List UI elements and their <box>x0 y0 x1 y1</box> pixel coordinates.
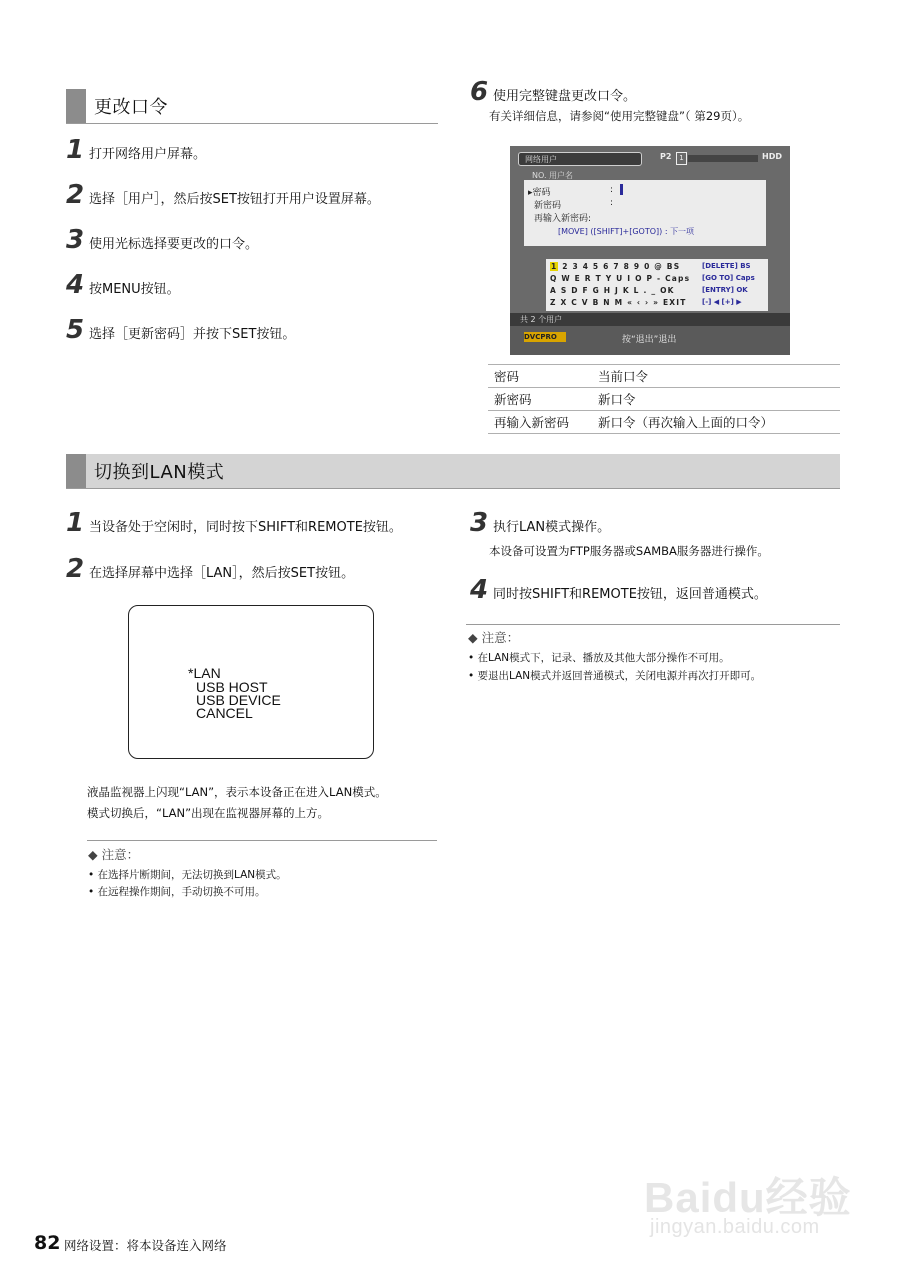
step-text: 同时按SHIFT和REMOTE按钮，返回普通模式。 <box>493 587 767 602</box>
p2-slot-indicator: 1 <box>676 152 687 165</box>
password-panel <box>524 180 766 246</box>
field-new-label[interactable]: 新密码 <box>534 201 562 211</box>
step-text: 当设备处于空闲时，同时按下SHIFT和REMOTE按钮。 <box>89 520 402 535</box>
table-desc: 当前口令 <box>592 365 840 388</box>
section-title: 切换到LAN模式 <box>94 462 225 483</box>
password-fields-table <box>488 364 840 434</box>
step-text: 按MENU按钮。 <box>89 282 180 297</box>
table-desc: 新口令（再次输入上面的口令） <box>592 411 840 434</box>
colon: : <box>610 198 614 208</box>
keyboard-row-1[interactable] <box>550 262 680 271</box>
table-desc: 新口令 <box>592 388 840 411</box>
step-number: 4 <box>470 575 489 605</box>
section-rule <box>66 488 840 489</box>
dvcpro-logo: DVCPRO <box>524 332 566 342</box>
lan-description-line-2: 模式切换后，“LAN”出现在监视器屏幕的上方。 <box>87 806 330 820</box>
selected-key[interactable]: 1 <box>551 262 558 271</box>
step-number: 6 <box>470 77 489 107</box>
exit-hint: 按“退出”退出 <box>622 335 677 345</box>
shortcut-entry: [ENTRY] OK <box>702 286 748 294</box>
note-item: • 在LAN模式下，记录、播放及其他大部分操作不可用。 <box>468 652 730 664</box>
table-term: 新密码 <box>488 388 592 411</box>
section-header-change-password <box>66 89 168 123</box>
text-cursor <box>620 184 623 195</box>
section-title: 更改口令 <box>94 97 168 118</box>
page-number: 82 <box>34 1232 61 1254</box>
slot-bar <box>688 155 758 162</box>
step-number: 3 <box>470 508 489 538</box>
menu-item-usb-host[interactable]: USB HOST <box>196 679 268 695</box>
section-marker <box>66 89 86 123</box>
section-marker <box>66 454 86 488</box>
step-6-reference: 有关详细信息，请参阅“使用完整键盘”（ 第29页）。 <box>489 109 750 123</box>
step-text: 选择［更新密码］并按下SET按钮。 <box>89 327 296 342</box>
step-6 <box>470 77 636 107</box>
colon: : <box>610 185 614 195</box>
menu-item-cancel[interactable]: CANCEL <box>196 705 253 721</box>
step-number: 1 <box>66 508 85 538</box>
step-3 <box>66 225 258 255</box>
user-list-header: NO. 用户名 <box>532 171 574 180</box>
table-term: 再输入新密码 <box>488 411 592 434</box>
shortcut-delete: [DELETE] BS <box>702 262 751 270</box>
lan-step-3 <box>470 508 610 538</box>
keyboard-row-4[interactable]: Z X C V B N M « ‹ › » EXIT <box>550 298 687 307</box>
watermark-logo-text: Baidu经验 <box>644 1174 852 1221</box>
note-title: ◆ 注意： <box>468 630 520 645</box>
lan-step-4 <box>470 575 767 605</box>
lan-step-3-detail: 本设备可设置为FTP服务器或SAMBA服务器进行操作。 <box>489 544 769 558</box>
step-1 <box>66 135 206 165</box>
menu-item-lan[interactable]: *LAN <box>188 665 221 681</box>
note-item: • 要退出LAN模式并返回普通模式，关闭电源并再次打开即可。 <box>468 670 762 682</box>
shortcut-arrows: [-] ◀ [+] ▶ <box>702 298 742 306</box>
table-term: 密码 <box>488 365 592 388</box>
p2-label: P2 <box>660 152 672 161</box>
lan-step-1 <box>66 508 402 538</box>
step-5 <box>66 315 295 345</box>
note-item: • 在远程操作期间，手动切换不可用。 <box>88 886 266 898</box>
note-rule <box>87 840 437 841</box>
hdd-label: HDD <box>762 152 782 161</box>
step-text: 执行LAN模式操作。 <box>493 520 611 535</box>
step-text: 使用完整键盘更改口令。 <box>493 89 637 104</box>
lan-step-2 <box>66 554 354 584</box>
field-reenter-label[interactable]: 再输入新密码: <box>534 214 592 224</box>
section-rule <box>66 123 438 124</box>
shortcut-goto: [GO TO] Caps <box>702 274 755 282</box>
table-row <box>488 411 840 434</box>
field-password-label: ▸密码 <box>528 188 551 198</box>
user-count: 共 2 个用户 <box>520 315 563 324</box>
user-count-bar <box>510 313 790 326</box>
mode-selection-screen <box>128 605 374 759</box>
step-text: 选择［用户］，然后按SET按钮打开用户设置屏幕。 <box>89 192 380 207</box>
step-text: 在选择屏幕中选择［LAN］，然后按SET按钮。 <box>89 566 355 581</box>
chapter-footer: 网络设置：将本设备连入网络 <box>64 1238 227 1253</box>
keyboard-row-3[interactable]: A S D F G H J K L . _ OK <box>550 286 675 295</box>
step-number: 2 <box>66 180 85 210</box>
note-title: ◆ 注意： <box>88 847 140 862</box>
keyboard-row-2[interactable]: Q W E R T Y U I O P - Caps <box>550 274 691 283</box>
screen-title: 网络用户 <box>518 152 642 166</box>
step-number: 4 <box>66 270 85 300</box>
step-4 <box>66 270 180 300</box>
note-rule <box>466 624 840 625</box>
menu-item-usb-device[interactable]: USB DEVICE <box>196 692 281 708</box>
note-item: • 在选择片断期间，无法切换到LAN模式。 <box>88 869 287 881</box>
network-user-screen <box>510 146 790 355</box>
step-text: 使用光标选择要更改的口令。 <box>89 237 259 252</box>
section-header-lan-mode <box>66 454 224 488</box>
step-2 <box>66 180 380 210</box>
step-number: 2 <box>66 554 85 584</box>
table-row <box>488 365 840 388</box>
lan-description-line-1: 液晶监视器上闪现“LAN”，表示本设备正在进入LAN模式。 <box>87 785 387 799</box>
step-number: 5 <box>66 315 85 345</box>
full-keyboard <box>546 259 768 311</box>
step-number: 3 <box>66 225 85 255</box>
navigation-hint: [MOVE] ([SHIFT]+[GOTO]) : 下一项 <box>558 227 695 236</box>
watermark-url: jingyan.baidu.com <box>650 1216 820 1238</box>
step-text: 打开网络用户屏幕。 <box>89 147 207 162</box>
step-number: 1 <box>66 135 85 165</box>
keyboard-row-keys[interactable]: 2 3 4 5 6 7 8 9 0 @ BS <box>558 262 681 271</box>
table-row <box>488 388 840 411</box>
